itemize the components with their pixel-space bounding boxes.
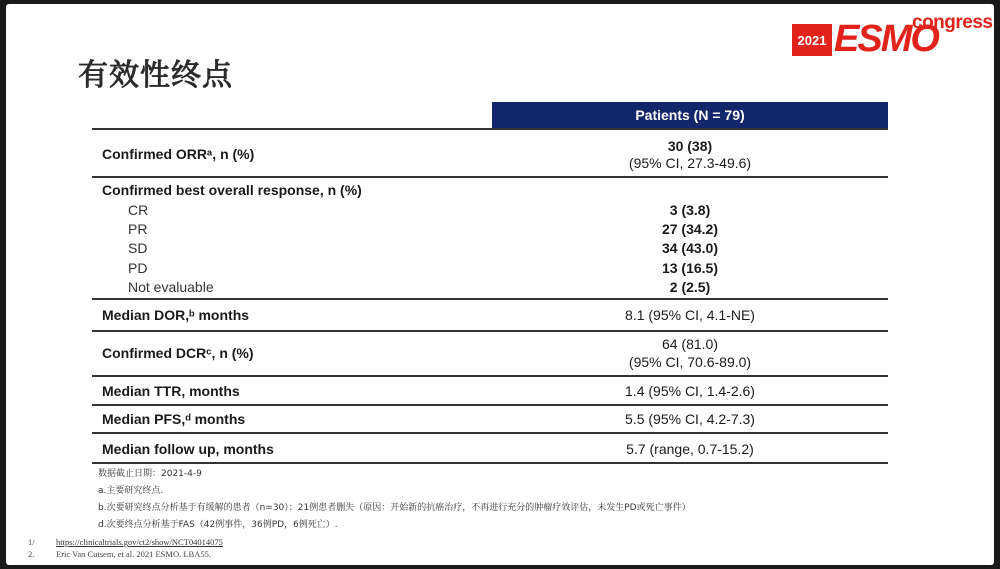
footnote-a: a.主要研究终点. xyxy=(98,486,164,496)
logo-year: 2021 xyxy=(792,24,832,56)
sub-value-sd: 34 (43.0) xyxy=(661,240,719,256)
table-divider xyxy=(92,462,888,464)
footnote-b: b.次要研究终点分析基于有缓解的患者（n=30）；21例患者删失（原因：开始新的抗癌治疗，不再进行充分的肿瘤疗效评估，未发生PD或死亡事件） xyxy=(98,503,691,513)
sub-value-ne: 2 (2.5) xyxy=(669,279,711,295)
row-value-ttr: 1.4 (95% CI, 1.4-2.6) xyxy=(625,383,755,399)
row-value-pfs: 5.5 (95% CI, 4.2-7.3) xyxy=(625,411,755,427)
footnote-cutoff: 数据截止日期：2021-4-9 xyxy=(98,469,202,479)
row-label-orr: Confirmed ORRᵃ, n (%) xyxy=(102,146,255,162)
slide xyxy=(6,4,994,565)
row-ci-dcr: (95% CI, 70.6-89.0) xyxy=(628,354,752,370)
row-value-followup: 5.7 (range, 0.7-15.2) xyxy=(626,441,754,457)
row-ci-orr: (95% CI, 27.3-49.6) xyxy=(628,155,752,171)
table-divider xyxy=(92,432,888,434)
row-value-dcr: 64 (81.0) xyxy=(661,336,719,352)
sub-value-pr: 27 (34.2) xyxy=(661,221,719,237)
sub-label-cr: CR xyxy=(128,202,149,218)
row-value-dor: 8.1 (95% CI, 4.1-NE) xyxy=(625,307,755,323)
reference-link[interactable]: https://clinicaltrials.gov/ct2/show/NCT04014075 xyxy=(56,537,223,547)
table-divider xyxy=(92,298,888,300)
reference-num: 2. xyxy=(28,549,35,559)
sub-label-ne: Not evaluable xyxy=(128,279,214,295)
row-label-bor: Confirmed best overall response, n (%) xyxy=(102,182,362,198)
table-divider xyxy=(92,176,888,178)
sub-value-cr: 3 (3.8) xyxy=(669,202,711,218)
reference-2 xyxy=(28,549,211,559)
logo-brand: ESMO xyxy=(834,18,938,60)
sub-label-sd: SD xyxy=(128,240,148,256)
sub-label-pr: PR xyxy=(128,221,148,237)
esmo-logo xyxy=(788,10,992,66)
row-label-followup: Median follow up, months xyxy=(102,441,274,457)
row-label-dcr: Confirmed DCRᶜ, n (%) xyxy=(102,345,254,361)
logo-suffix: congress xyxy=(912,12,993,33)
page-title: 有效性终点 xyxy=(78,58,233,93)
table-divider xyxy=(92,330,888,332)
footnote-d: d.次要终点分析基于FAS（42例事件，36例PD，6例死亡）. xyxy=(98,520,338,530)
row-value-orr: 30 (38) xyxy=(667,138,713,154)
reference-text: Eric Van Cutsem, et al. 2021 ESMO. LBA55. xyxy=(56,549,211,559)
row-label-pfs: Median PFS,ᵈ months xyxy=(102,411,246,427)
row-label-ttr: Median TTR, months xyxy=(102,383,240,399)
table-header: Patients (N = 79) xyxy=(492,102,888,128)
table-divider xyxy=(92,375,888,377)
sub-label-pd: PD xyxy=(128,260,148,276)
table-divider xyxy=(92,128,888,130)
reference-num: 1/ xyxy=(28,537,35,547)
sub-value-pd: 13 (16.5) xyxy=(661,260,719,276)
row-label-dor: Median DOR,ᵇ months xyxy=(102,307,250,323)
table-divider xyxy=(92,404,888,406)
reference-1 xyxy=(28,537,223,547)
